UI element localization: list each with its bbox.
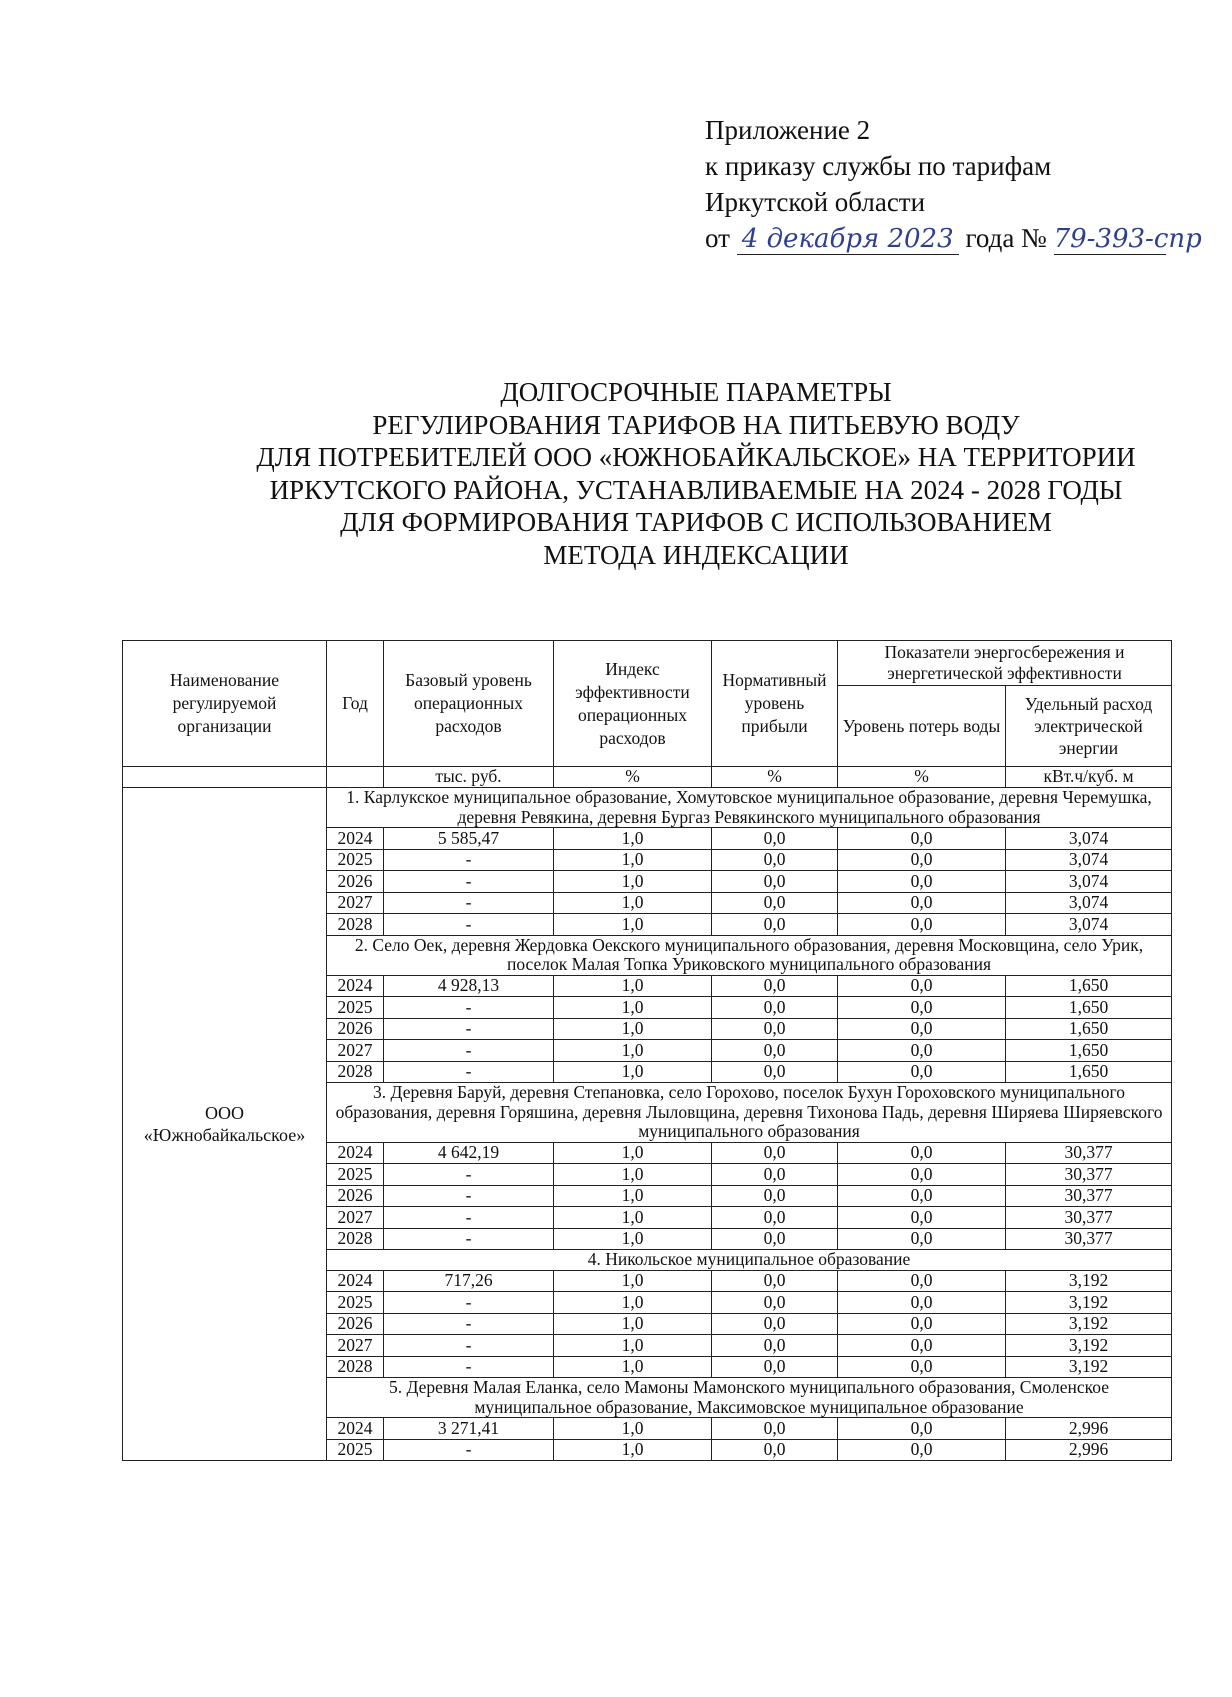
unit-blank (123, 767, 327, 788)
cell-year: 2026 (327, 871, 384, 893)
section-title: 4. Никольское муниципальное образование (327, 1250, 1172, 1271)
cell-water-loss: 0,0 (838, 914, 1006, 936)
cell-base-level: - (384, 1207, 554, 1229)
section-title: 1. Карлукское муниципальное образование, Хомутовское муниципальное образование, деревня Черемушка, деревня Ревякина, деревня Бургаз Ревякинского муниципального образования (327, 788, 1172, 828)
cell-electricity: 30,377 (1006, 1164, 1172, 1186)
cell-year: 2024 (327, 828, 384, 850)
cell-electricity: 30,377 (1006, 1207, 1172, 1229)
cell-electricity: 3,192 (1006, 1292, 1172, 1314)
cell-year: 2024 (327, 1270, 384, 1292)
cell-base-level: - (384, 871, 554, 893)
cell-efficiency-index: 1,0 (554, 871, 712, 893)
cell-base-level: - (384, 1356, 554, 1378)
cell-profit-level: 0,0 (712, 1313, 838, 1335)
cell-efficiency-index: 1,0 (554, 1164, 712, 1186)
unit-profit: % (712, 767, 838, 788)
unit-index: % (554, 767, 712, 788)
cell-year: 2026 (327, 1313, 384, 1335)
cell-efficiency-index: 1,0 (554, 892, 712, 914)
cell-water-loss: 0,0 (838, 892, 1006, 914)
cell-base-level: 4 642,19 (384, 1142, 554, 1164)
cell-year: 2026 (327, 1018, 384, 1040)
cell-electricity: 1,650 (1006, 1018, 1172, 1040)
cell-year: 2024 (327, 1418, 384, 1440)
cell-profit-level: 0,0 (712, 871, 838, 893)
cell-year: 2028 (327, 1356, 384, 1378)
cell-year: 2024 (327, 1142, 384, 1164)
title-line: ДЛЯ ФОРМИРОВАНИЯ ТАРИФОВ С ИСПОЛЬЗОВАНИЕМ (340, 507, 1052, 537)
cell-base-level: - (384, 1061, 554, 1083)
cell-profit-level: 0,0 (712, 914, 838, 936)
cell-water-loss: 0,0 (838, 1335, 1006, 1357)
cell-water-loss: 0,0 (838, 1040, 1006, 1062)
appendix-header (705, 112, 1202, 256)
cell-base-level: - (384, 1439, 554, 1461)
unit-electricity: кВт.ч/куб. м (1006, 767, 1172, 788)
cell-water-loss: 0,0 (838, 1228, 1006, 1250)
cell-water-loss: 0,0 (838, 1439, 1006, 1461)
cell-electricity: 30,377 (1006, 1228, 1172, 1250)
cell-base-level: 717,26 (384, 1270, 554, 1292)
cell-efficiency-index: 1,0 (554, 1356, 712, 1378)
appendix-order-ref: к приказу службы по тарифам (705, 151, 1052, 181)
cell-base-level: 4 928,13 (384, 975, 554, 997)
cell-base-level: - (384, 1040, 554, 1062)
cell-water-loss: 0,0 (838, 1356, 1006, 1378)
unit-water-loss: % (838, 767, 1006, 788)
cell-year: 2025 (327, 1292, 384, 1314)
cell-efficiency-index: 1,0 (554, 1228, 712, 1250)
cell-electricity: 1,650 (1006, 1061, 1172, 1083)
title-line: ДЛЯ ПОТРЕБИТЕЛЕЙ ООО «ЮЖНОБАЙКАЛЬСКОЕ» НА ТЕРРИТОРИИ (256, 442, 1136, 472)
cell-year: 2025 (327, 997, 384, 1019)
appendix-number: Приложение 2 (705, 115, 871, 145)
cell-electricity: 30,377 (1006, 1185, 1172, 1207)
cell-electricity: 3,074 (1006, 914, 1172, 936)
cell-water-loss: 0,0 (838, 1292, 1006, 1314)
unit-base: тыс. руб. (384, 767, 554, 788)
cell-base-level: - (384, 1164, 554, 1186)
cell-electricity: 3,074 (1006, 892, 1172, 914)
cell-water-loss: 0,0 (838, 1142, 1006, 1164)
cell-year: 2026 (327, 1185, 384, 1207)
cell-base-level: - (384, 1292, 554, 1314)
cell-electricity: 3,192 (1006, 1313, 1172, 1335)
header-water-loss: Уровень потерь воды (838, 686, 1006, 767)
cell-electricity: 1,650 (1006, 1040, 1172, 1062)
cell-efficiency-index: 1,0 (554, 997, 712, 1019)
cell-base-level: - (384, 892, 554, 914)
cell-profit-level: 0,0 (712, 1164, 838, 1186)
cell-efficiency-index: 1,0 (554, 1439, 712, 1461)
section-row (123, 788, 1172, 828)
cell-profit-level: 0,0 (712, 1439, 838, 1461)
cell-profit-level: 0,0 (712, 1356, 838, 1378)
cell-profit-level: 0,0 (712, 1018, 838, 1040)
cell-profit-level: 0,0 (712, 892, 838, 914)
cell-electricity: 3,192 (1006, 1335, 1172, 1357)
header-efficiency-index: Индекс эффективности операционных расходов (554, 641, 712, 767)
title-line: МЕТОДА ИНДЕКСАЦИИ (543, 539, 849, 570)
cell-profit-level: 0,0 (712, 1142, 838, 1164)
cell-efficiency-index: 1,0 (554, 1270, 712, 1292)
cell-efficiency-index: 1,0 (554, 1313, 712, 1335)
cell-profit-level: 0,0 (712, 1228, 838, 1250)
cell-efficiency-index: 1,0 (554, 1418, 712, 1440)
cell-water-loss: 0,0 (838, 828, 1006, 850)
cell-electricity: 3,192 (1006, 1356, 1172, 1378)
cell-electricity: 2,996 (1006, 1418, 1172, 1440)
unit-blank (327, 767, 384, 788)
cell-base-level: 5 585,47 (384, 828, 554, 850)
cell-electricity: 1,650 (1006, 997, 1172, 1019)
cell-water-loss: 0,0 (838, 871, 1006, 893)
cell-base-level: - (384, 1018, 554, 1040)
tariff-parameters-table (122, 640, 1172, 1461)
cell-water-loss: 0,0 (838, 1185, 1006, 1207)
cell-profit-level: 0,0 (712, 975, 838, 997)
cell-efficiency-index: 1,0 (554, 828, 712, 850)
cell-base-level: - (384, 1228, 554, 1250)
header-org: Наименование регулируемой организации (123, 641, 327, 767)
cell-efficiency-index: 1,0 (554, 1061, 712, 1083)
cell-water-loss: 0,0 (838, 1018, 1006, 1040)
cell-base-level: 3 271,41 (384, 1418, 554, 1440)
cell-efficiency-index: 1,0 (554, 914, 712, 936)
header-profit-level: Нормативный уровень прибыли (712, 641, 838, 767)
cell-base-level: - (384, 1335, 554, 1357)
section-title: 2. Село Оек, деревня Жердовка Оекского муниципального образования, деревня Московщина, село Урик, поселок Малая Топка Уриковского муниципального образования (327, 935, 1172, 975)
section-title: 5. Деревня Малая Еланка, село Мамоны Мамонского муниципального образования, Смоленское муниципальное образование, Максимовское муниципальное образование (327, 1378, 1172, 1418)
cell-profit-level: 0,0 (712, 1207, 838, 1229)
cell-efficiency-index: 1,0 (554, 849, 712, 871)
cell-year: 2027 (327, 1335, 384, 1357)
cell-profit-level: 0,0 (712, 997, 838, 1019)
cell-efficiency-index: 1,0 (554, 1185, 712, 1207)
table-body (123, 788, 1172, 1461)
cell-profit-level: 0,0 (712, 1040, 838, 1062)
cell-profit-level: 0,0 (712, 1418, 838, 1440)
cell-year: 2027 (327, 1040, 384, 1062)
cell-water-loss: 0,0 (838, 1207, 1006, 1229)
title-line: РЕГУЛИРОВАНИЯ ТАРИФОВ НА ПИТЬЕВУЮ ВОДУ (372, 409, 1020, 440)
cell-water-loss: 0,0 (838, 849, 1006, 871)
organization-name: ООО «Южнобайкальское» (123, 788, 327, 1461)
cell-profit-level: 0,0 (712, 1292, 838, 1314)
handwritten-order-number: 79-393-спр (1053, 224, 1202, 254)
cell-year: 2025 (327, 1439, 384, 1461)
cell-year: 2027 (327, 892, 384, 914)
cell-efficiency-index: 1,0 (554, 1018, 712, 1040)
cell-water-loss: 0,0 (838, 1270, 1006, 1292)
cell-water-loss: 0,0 (838, 997, 1006, 1019)
section-title: 3. Деревня Баруй, деревня Степановка, село Горохово, поселок Бухун Гороховского муниципального образования, деревня Горяшина, деревня Лыловщина, деревня Тихонова Падь, деревня Ширяева Ширяевского муниципального образования (327, 1083, 1172, 1143)
header-electricity: Удельный расход электрической энергии (1006, 686, 1172, 767)
header-energy-group: Показатели энергосбережения и энергетической эффективности (838, 641, 1172, 686)
appendix-region: Иркутской области (705, 187, 926, 217)
cell-profit-level: 0,0 (712, 849, 838, 871)
cell-water-loss: 0,0 (838, 1061, 1006, 1083)
cell-year: 2025 (327, 1164, 384, 1186)
cell-water-loss: 0,0 (838, 975, 1006, 997)
handwritten-date: 4 декабря 2023 (737, 224, 959, 255)
cell-year: 2025 (327, 849, 384, 871)
header-base-level: Базовый уровень операционных расходов (384, 641, 554, 767)
cell-base-level: - (384, 849, 554, 871)
document-title (160, 376, 1232, 571)
table-header (123, 641, 1172, 788)
cell-profit-level: 0,0 (712, 1061, 838, 1083)
cell-electricity: 3,074 (1006, 849, 1172, 871)
cell-efficiency-index: 1,0 (554, 1207, 712, 1229)
cell-profit-level: 0,0 (712, 1335, 838, 1357)
cell-efficiency-index: 1,0 (554, 1142, 712, 1164)
cell-base-level: - (384, 997, 554, 1019)
cell-water-loss: 0,0 (838, 1313, 1006, 1335)
from-label: от (705, 223, 730, 253)
cell-water-loss: 0,0 (838, 1418, 1006, 1440)
cell-base-level: - (384, 914, 554, 936)
cell-profit-level: 0,0 (712, 828, 838, 850)
cell-efficiency-index: 1,0 (554, 975, 712, 997)
title-line: ИРКУТСКОГО РАЙОНА, УСТАНАВЛИВАЕМЫЕ НА 2024 - 2028 ГОДЫ (269, 474, 1123, 505)
cell-electricity: 3,074 (1006, 871, 1172, 893)
title-line: ДОЛГОСРОЧНЫЕ ПАРАМЕТРЫ (500, 377, 892, 407)
cell-efficiency-index: 1,0 (554, 1292, 712, 1314)
cell-electricity: 30,377 (1006, 1142, 1172, 1164)
cell-electricity: 3,074 (1006, 828, 1172, 850)
cell-profit-level: 0,0 (712, 1270, 838, 1292)
header-year: Год (327, 641, 384, 767)
cell-year: 2028 (327, 1228, 384, 1250)
cell-electricity: 3,192 (1006, 1270, 1172, 1292)
cell-year: 2028 (327, 1061, 384, 1083)
cell-profit-level: 0,0 (712, 1185, 838, 1207)
appendix-date-line (705, 220, 1202, 256)
cell-base-level: - (384, 1313, 554, 1335)
cell-year: 2024 (327, 975, 384, 997)
cell-efficiency-index: 1,0 (554, 1040, 712, 1062)
cell-efficiency-index: 1,0 (554, 1335, 712, 1357)
cell-year: 2027 (327, 1207, 384, 1229)
year-number-label: года № (965, 223, 1047, 253)
cell-electricity: 1,650 (1006, 975, 1172, 997)
cell-year: 2028 (327, 914, 384, 936)
cell-base-level: - (384, 1185, 554, 1207)
cell-water-loss: 0,0 (838, 1164, 1006, 1186)
cell-electricity: 2,996 (1006, 1439, 1172, 1461)
